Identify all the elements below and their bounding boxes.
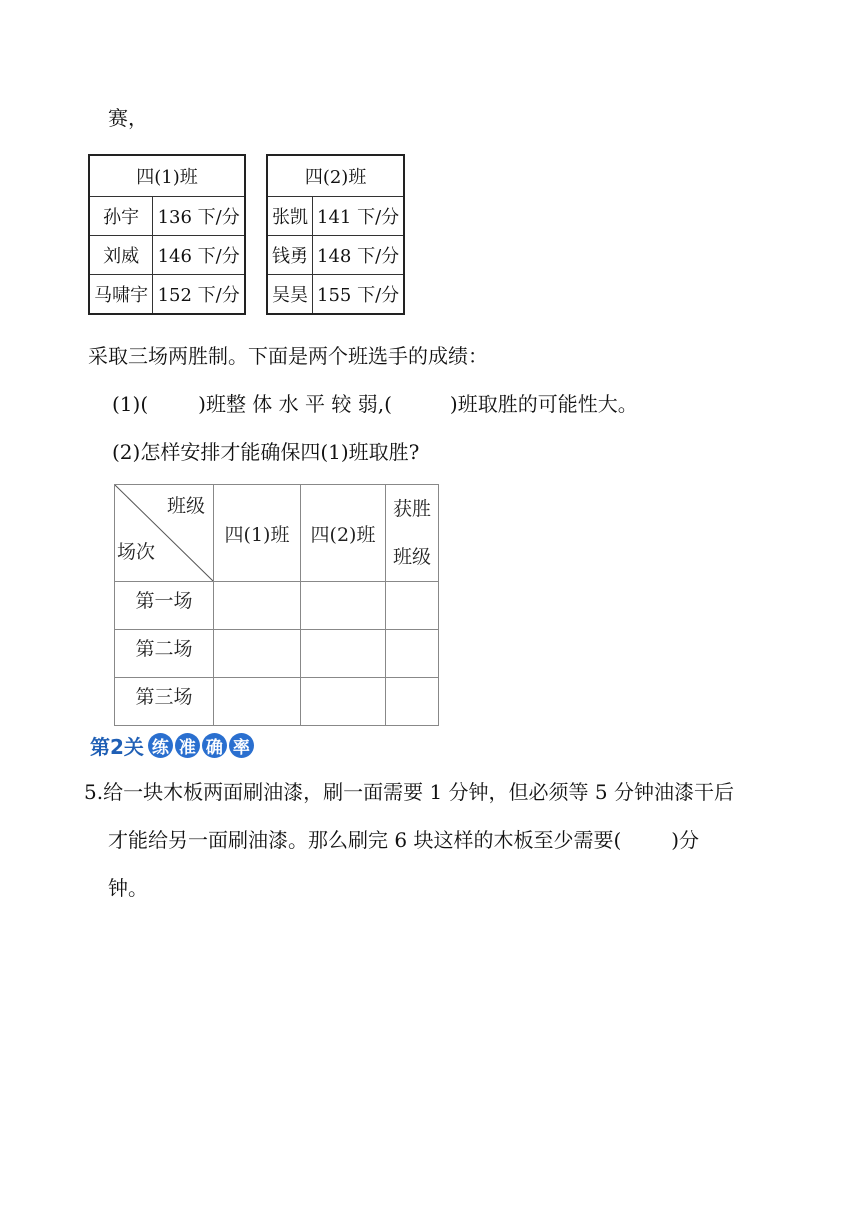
level-banner — [90, 732, 256, 758]
table-row — [267, 197, 404, 236]
problem5-line2-end: )分 — [671, 828, 700, 852]
q1-part3: )班取胜的可能性大。 — [449, 392, 638, 416]
level-banner-char: 率 — [229, 733, 254, 758]
corner-label-class: 班级 — [166, 495, 205, 517]
diagonal-header-cell — [115, 485, 214, 582]
table-row — [115, 630, 439, 678]
q1-part1: (1)( — [112, 392, 149, 416]
problem5-line1: 5.给一块木板两面刷油漆，刷一面需要 1 分钟，但必须等 5 分钟油漆干后 — [84, 780, 734, 804]
q1-part2: )班整 体 水 平 较 弱,( — [198, 392, 392, 416]
problem5-line2 — [108, 828, 699, 852]
player-name: 钱勇 — [267, 236, 313, 275]
table-row — [89, 197, 245, 236]
level-banner-char: 确 — [202, 733, 227, 758]
question-1 — [112, 392, 638, 416]
corner-label-round: 场次 — [117, 541, 156, 563]
class2-score-table — [266, 154, 405, 315]
round-label: 第三场 — [115, 678, 214, 726]
table-row — [89, 275, 245, 315]
player-name: 刘威 — [89, 236, 153, 275]
col-header-winner-line1: 获胜 — [392, 498, 431, 520]
rule-text: 采取三场两胜制。下面是两个班选手的成绩： — [88, 344, 488, 368]
player-score: 148 下/分 — [313, 236, 405, 275]
col-header-winner-line2: 班级 — [392, 546, 431, 568]
player-name: 吴昊 — [267, 275, 313, 315]
arrangement-table — [114, 484, 439, 726]
answer-cell[interactable] — [301, 630, 386, 678]
level-banner-prefix: 第2关 — [90, 734, 144, 759]
class1-table-header: 四(1)班 — [89, 155, 245, 197]
class1-score-table — [88, 154, 246, 315]
col-header-class2: 四(2)班 — [301, 485, 386, 582]
table-row — [267, 275, 404, 315]
col-header-winner — [386, 485, 439, 582]
col-header-class1: 四(1)班 — [214, 485, 301, 582]
question-2: (2)怎样安排才能确保四(1)班取胜? — [112, 440, 420, 464]
answer-cell[interactable] — [214, 630, 301, 678]
table-row — [115, 678, 439, 726]
answer-cell[interactable] — [301, 678, 386, 726]
answer-cell[interactable] — [214, 678, 301, 726]
class2-table-header: 四(2)班 — [267, 155, 404, 197]
player-name: 张凯 — [267, 197, 313, 236]
player-name: 马啸宇 — [89, 275, 153, 315]
player-score: 155 下/分 — [313, 275, 405, 315]
table-row — [89, 236, 245, 275]
round-label: 第二场 — [115, 630, 214, 678]
intro-fragment: 赛， — [108, 106, 148, 130]
answer-cell[interactable] — [386, 678, 439, 726]
answer-cell[interactable] — [301, 582, 386, 630]
player-score: 152 下/分 — [153, 275, 245, 315]
round-label: 第一场 — [115, 582, 214, 630]
table-row — [115, 582, 439, 630]
answer-cell[interactable] — [214, 582, 301, 630]
player-name: 孙宇 — [89, 197, 153, 236]
answer-cell[interactable] — [386, 582, 439, 630]
problem5-line3: 钟。 — [108, 876, 148, 900]
level-banner-char: 练 — [148, 733, 173, 758]
player-score: 136 下/分 — [153, 197, 245, 236]
problem5-line2-text: 才能给另一面刷油漆。那么刷完 6 块这样的木板至少需要( — [108, 828, 622, 852]
level-banner-char: 准 — [175, 733, 200, 758]
table-row — [267, 236, 404, 275]
player-score: 146 下/分 — [153, 236, 245, 275]
player-score: 141 下/分 — [313, 197, 405, 236]
answer-cell[interactable] — [386, 630, 439, 678]
